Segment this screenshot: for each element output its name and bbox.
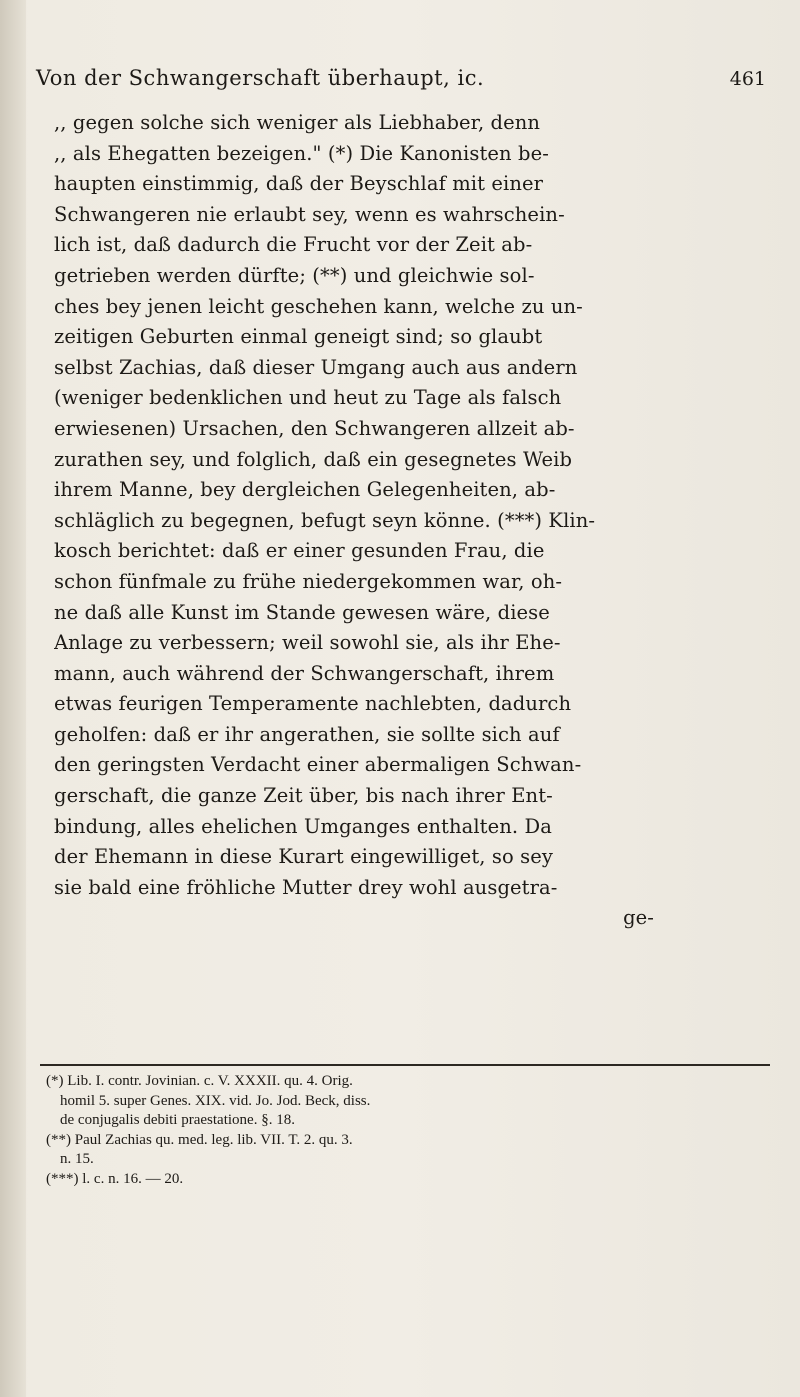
text-line: ches bey jenen leicht geschehen kann, welche zu un- [54,294,583,318]
text-line: den geringsten Verdacht einer abermaligen Schwan- [54,753,582,777]
text-line: zurathen sey, und folglich, daß ein gesegnetes Weib [54,447,573,471]
text-line: der Ehemann in diese Kurart eingewilliget, so sey [54,845,553,869]
page-number: 461 [729,68,766,90]
text-line: (weniger bedenklichen und heut zu Tage als falsch [54,386,562,410]
text-line: ihrem Manne, bey dergleichen Gelegenheiten, ab- [54,478,556,502]
page-header [30,62,770,102]
footnote-line: (***) l. c. n. 16. — 20. [46,1170,184,1187]
footnote-divider [40,1064,770,1066]
text-line: Schwangeren nie erlaubt sey, wenn es wahrschein- [54,202,565,226]
footnote-line: (*) Lib. I. contr. Jovinian. c. V. XXXII. qu. 4. Orig. [46,1073,353,1089]
text-line: gerschaft, die ganze Zeit über, bis nach ihrer Ent- [54,784,553,808]
text-line: ,, gegen solche sich weniger als Liebhaber, denn [54,111,541,134]
footnotes-block [46,1072,766,1189]
text-line: ne daß alle Kunst im Stande gewesen wäre, diese [54,600,550,624]
text-line: selbst Zachias, daß dieser Umgang auch aus andern [54,355,578,379]
footnote-line: n. 15. [60,1151,94,1167]
text-line: kosch berichtet: daß er einer gesunden Frau, die [54,539,545,563]
running-head: Von der Schwangerschaft überhaupt, ic. [36,66,485,90]
text-line: haupten einstimmig, daß der Beyschlaf mit einer [54,172,544,196]
text-line: mann, auch während der Schwangerschaft, ihrem [54,661,555,685]
text-line: geholfen: daß er ihr angerathen, sie sollte sich auf [54,722,560,746]
text-line: bindung, alles ehelichen Umganges enthalten. Da [54,814,552,838]
footnote-line: (**) Paul Zachias qu. med. leg. lib. VII. T. 2. qu. 3. [46,1131,353,1148]
footnote-line: de conjugalis debiti praestatione. §. 18. [60,1112,295,1128]
text-line: ,, als Ehegatten bezeigen." (*) Die Kanonisten be- [54,141,549,165]
footnote-line: homil 5. super Genes. XIX. vid. Jo. Jod. Beck, diss. [60,1092,371,1109]
catchword: ge- [623,906,654,930]
text-line: erwiesenen) Ursachen, den Schwangeren allzeit ab- [54,416,575,440]
text-line: schon fünfmale zu frühe niedergekommen war, oh- [54,569,563,593]
text-line: zeitigen Geburten einmal geneigt sind; so glaubt [54,325,543,349]
text-line: getrieben werden dürfte; (**) und gleichwie sol- [54,263,535,287]
text-line: schläglich zu begegnen, befugt seyn könne. (***) Klin- [54,508,596,532]
text-line: lich ist, daß dadurch die Frucht vor der Zeit ab- [54,233,533,257]
page-binding-shadow [0,0,26,1397]
text-line: Anlage zu verbessern; weil sowohl sie, als ihr Ehe- [54,631,561,655]
main-text-block [54,108,764,934]
text-line: sie bald eine fröhliche Mutter drey wohl ausgetra- [54,875,558,899]
text-line: etwas feurigen Temperamente nachlebten, dadurch [54,692,572,716]
